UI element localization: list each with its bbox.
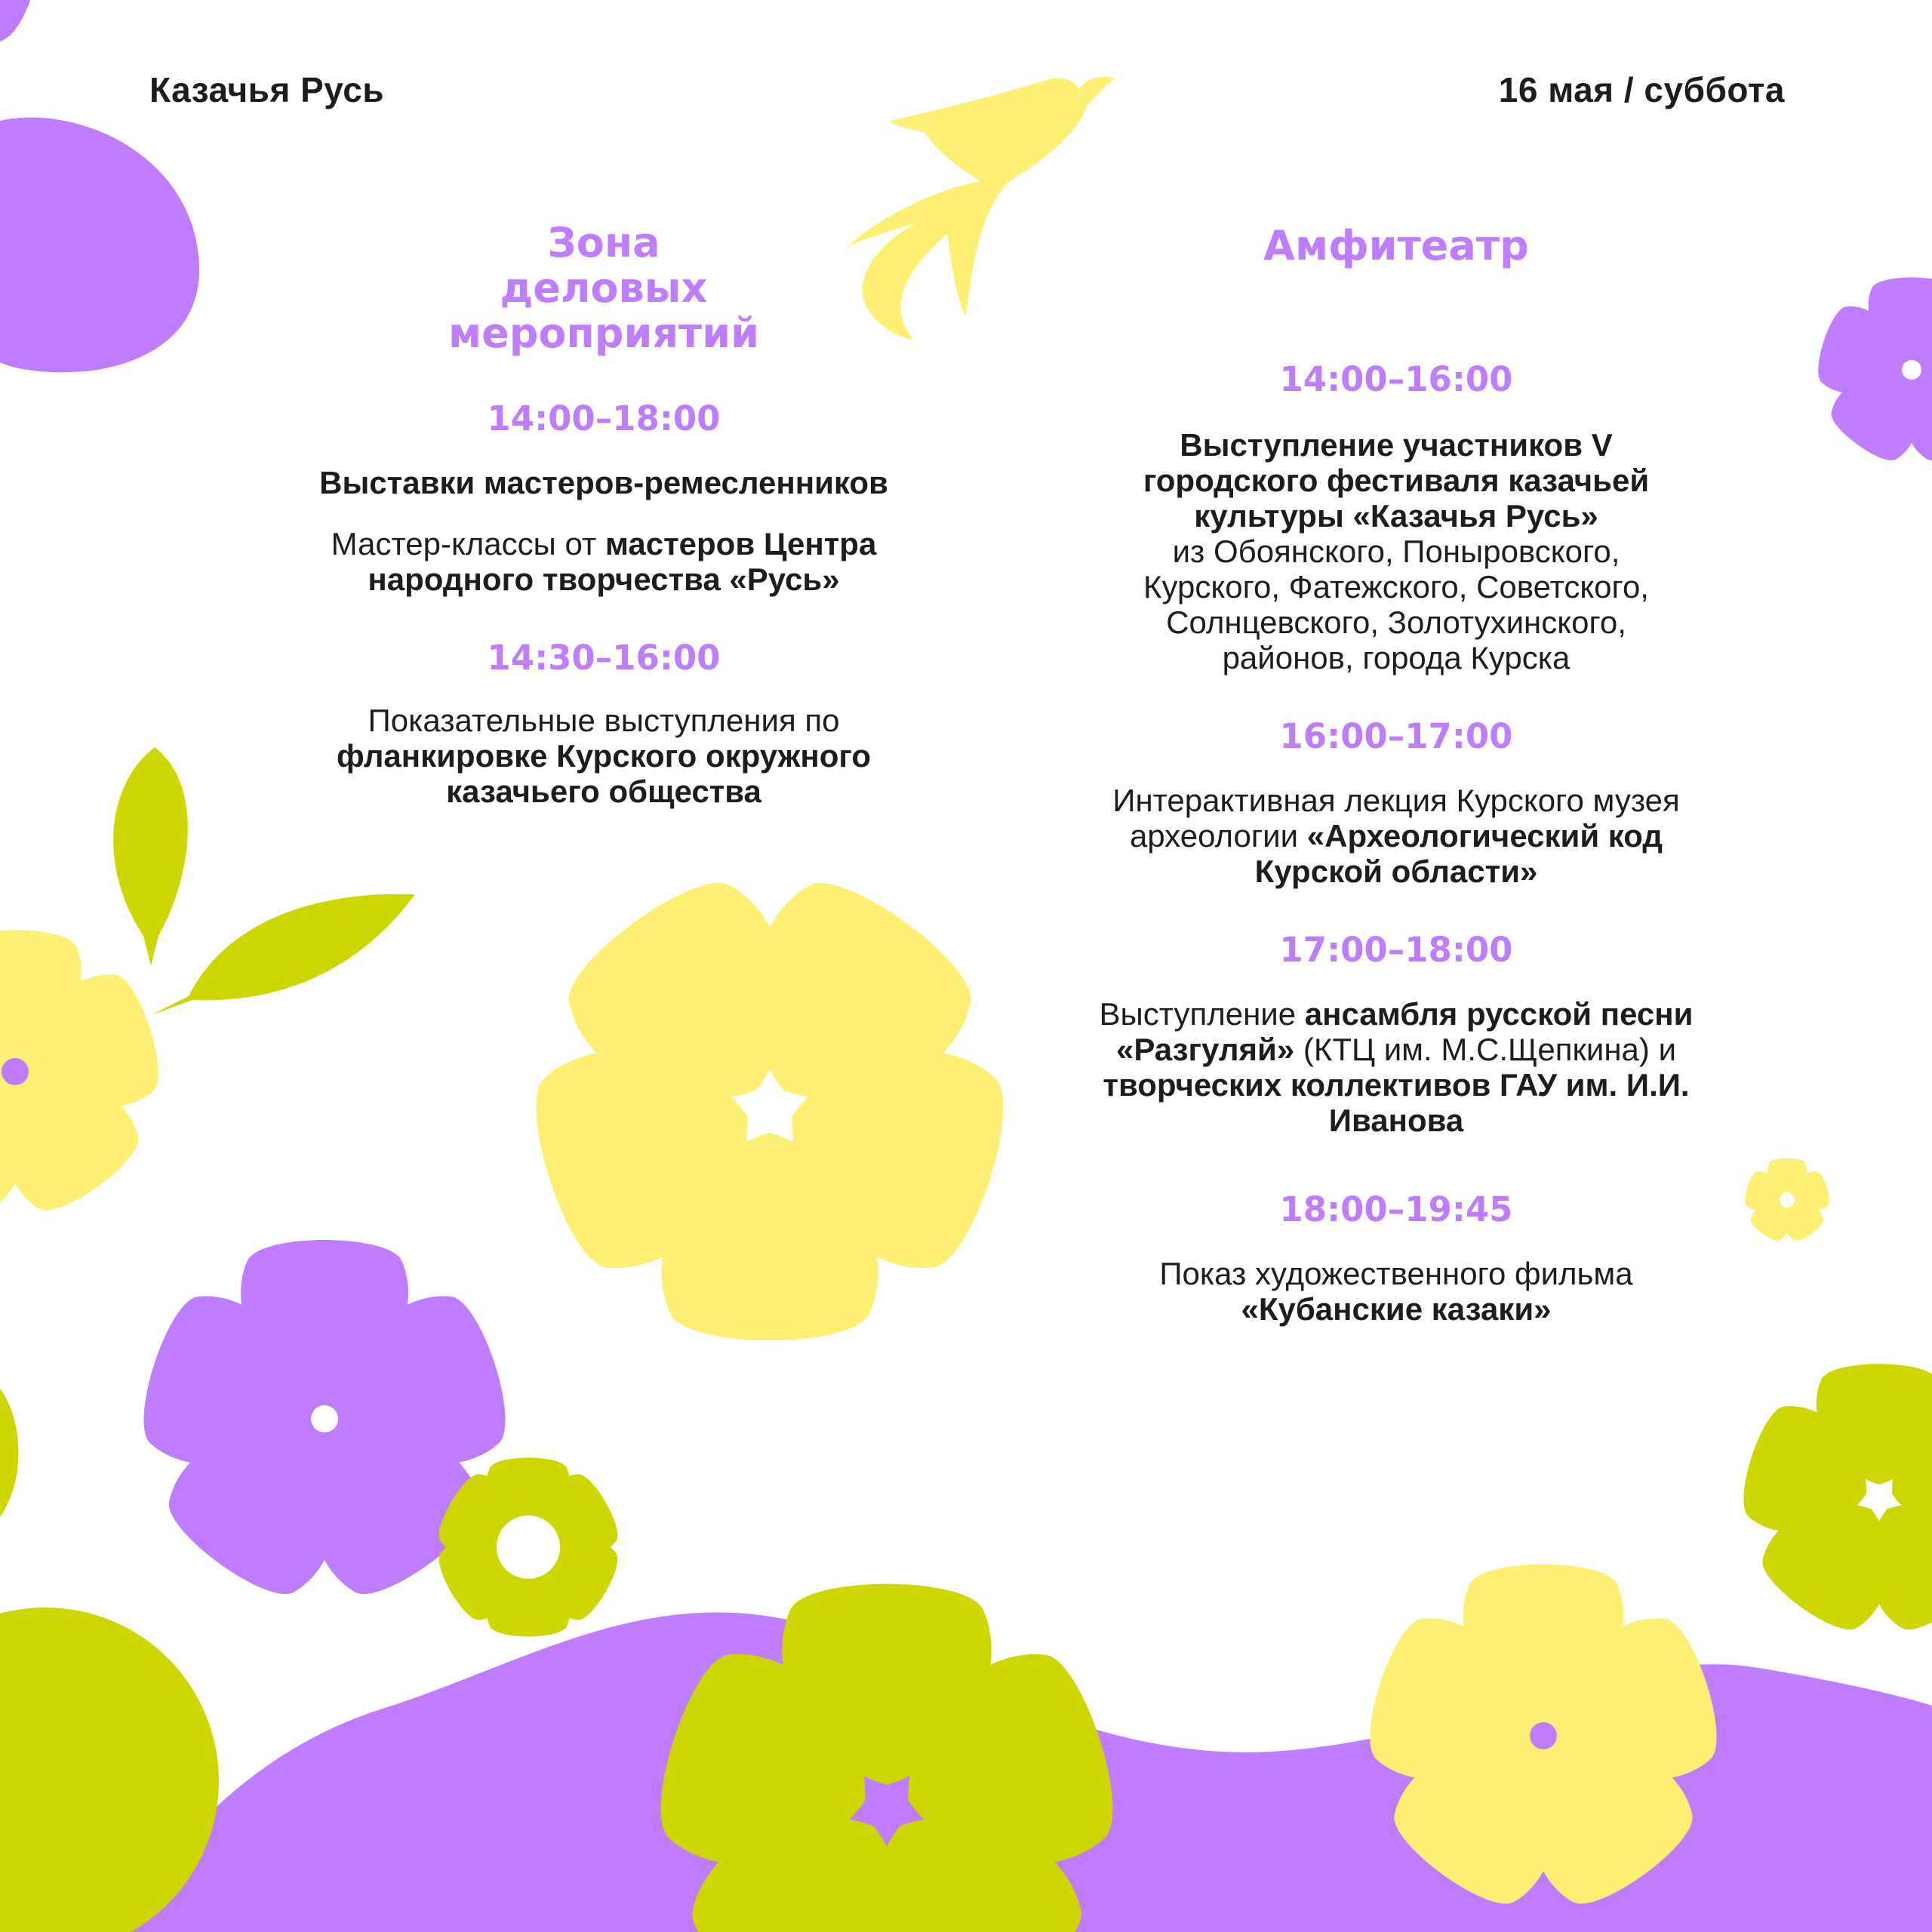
time-slot: 16:00–17:00 [1279, 716, 1513, 756]
event-description [272, 465, 936, 500]
event-highlight: Выставки мастеров-ремесленников [319, 465, 888, 500]
event-highlight: «Кубанские казаки» [1241, 1291, 1552, 1327]
time-slot: 18:00–19:45 [1279, 1189, 1513, 1229]
time-slot: 14:30–16:00 [487, 638, 721, 678]
event-title: Казачья Русь [149, 70, 385, 109]
event-text: Показ художественного фильма [1159, 1256, 1633, 1291]
event-description [1098, 427, 1694, 534]
lime-edge [0, 1389, 18, 1517]
purple-blob [0, 118, 199, 373]
zone-title: Зона деловых мероприятий [448, 219, 759, 357]
yellow-flower-small [1741, 1158, 1832, 1245]
event-text: Мастер-классы от [331, 526, 605, 561]
zone-title: Амфитеатр [1263, 222, 1529, 269]
event-text: Показательные выступления по [368, 703, 840, 738]
lime-leaf-lower [151, 894, 415, 1015]
lime-leaf-upper [113, 747, 188, 966]
event-text: Выступление [1099, 996, 1305, 1032]
time-slot: 14:00–16:00 [1279, 359, 1513, 399]
amphitheatre-column [1041, 223, 1751, 1327]
event-description [294, 703, 913, 809]
event-date: 16 мая / суббота [1498, 70, 1785, 109]
purple-corner [0, 0, 30, 42]
event-highlight: «Археологический код Курской области» [1254, 818, 1663, 889]
yellow-flower-large [517, 859, 1023, 1340]
time-slot: 17:00–18:00 [1279, 930, 1513, 970]
event-description [1072, 783, 1721, 889]
event-description [1124, 1256, 1668, 1327]
event-highlight: фланкировке Курского окружного казачьего общества [336, 738, 871, 809]
event-description [1057, 996, 1736, 1138]
business-zone-column [272, 220, 936, 809]
event-text: Интерактивная лекция Курского музея археологии [1112, 783, 1680, 854]
event-text: (КТЦ им. М.С.Щепкина) и [1294, 1032, 1677, 1067]
event-description [294, 526, 913, 597]
event-highlight: Выступление участников V городского фестиваля казачьей культуры «Казачья Русь» [1143, 427, 1650, 534]
event-text: из Обоянского, Поныровского, Курского, Фатежского, Советского, Солнцевского, Золотухинского, районов, города Курска [1143, 534, 1649, 675]
yellow-flower-left [0, 930, 171, 1225]
lime-flower-right [1732, 1364, 1932, 1643]
time-slot: 14:00–18:00 [487, 398, 721, 438]
purple-flower-right [1810, 278, 1932, 470]
event-highlight: мастеров Центра народного творчества «Русь» [368, 526, 877, 597]
event-highlight: творческих коллективов ГАУ им. И.И. Иванова [1103, 1067, 1690, 1138]
event-highlight: ансамбля русской песни «Разгуляй» [1115, 996, 1694, 1067]
event-description [1109, 534, 1683, 675]
